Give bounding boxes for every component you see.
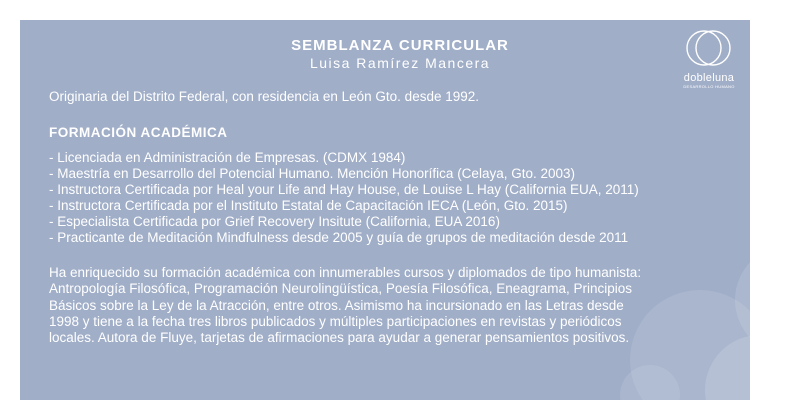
brand-logo xyxy=(676,24,742,94)
list-item: - Licenciada en Administración de Empresas. (CDMX 1984) xyxy=(49,150,406,165)
list-item: - Practicante de Meditación Mindfulness desde 2005 y guía de grupos de meditación desde 2011 xyxy=(49,230,629,245)
paragraph-line: 1998 y tiene a la fecha tres libros publicados y múltiples participaciones en revistas y periódicos xyxy=(49,313,622,329)
logo-tagline: DESARROLLO HUMANO xyxy=(683,84,735,89)
list-item: - Instructora Certificada por el Instituto Estatal de Capacitación IECA (León, Gto. 2015) xyxy=(49,198,568,213)
formacion-list xyxy=(49,150,639,246)
list-item: - Maestría en Desarrollo del Potencial Humano. Mención Honorífica (Celaya, Gto. 2003) xyxy=(49,166,575,181)
logo-wordmark: dobleluna xyxy=(683,72,735,84)
document-title: SEMBLANZA CURRICULAR xyxy=(291,37,509,54)
section-heading-formacion: FORMACIÓN ACADÉMICA xyxy=(49,125,228,140)
list-item: - Instructora Certificada por Heal your Life and Hay House, de Louise L Hay (California EUA, 2011) xyxy=(49,182,639,197)
intro-text: Originaria del Distrito Federal, con residencia en León Gto. desde 1992. xyxy=(49,89,479,104)
paragraph-line: Básicos sobre la Ley de la Atracción, entre otros. Asimismo ha incursionado en las Letras desde xyxy=(49,297,624,313)
double-moon-icon xyxy=(676,24,742,72)
paragraph-line: Ha enriquecido su formación académica con innumerables cursos y diplomados de tipo humanista: xyxy=(49,265,642,280)
paragraph-line: locales. Autora de Fluye, tarjetas de afirmaciones para ayudar a generar pensamientos positivos. xyxy=(49,330,630,346)
person-name: Luisa Ramírez Mancera xyxy=(309,55,491,71)
list-item: - Especialista Certificada por Grief Recovery Insitute (California, EUA 2016) xyxy=(49,214,500,229)
paragraph-line: Antropología Filosófica, Programación Neurolingüística, Poesía Filosófica, Eneagrama, Principios xyxy=(49,281,633,297)
summary-paragraph xyxy=(49,265,769,346)
